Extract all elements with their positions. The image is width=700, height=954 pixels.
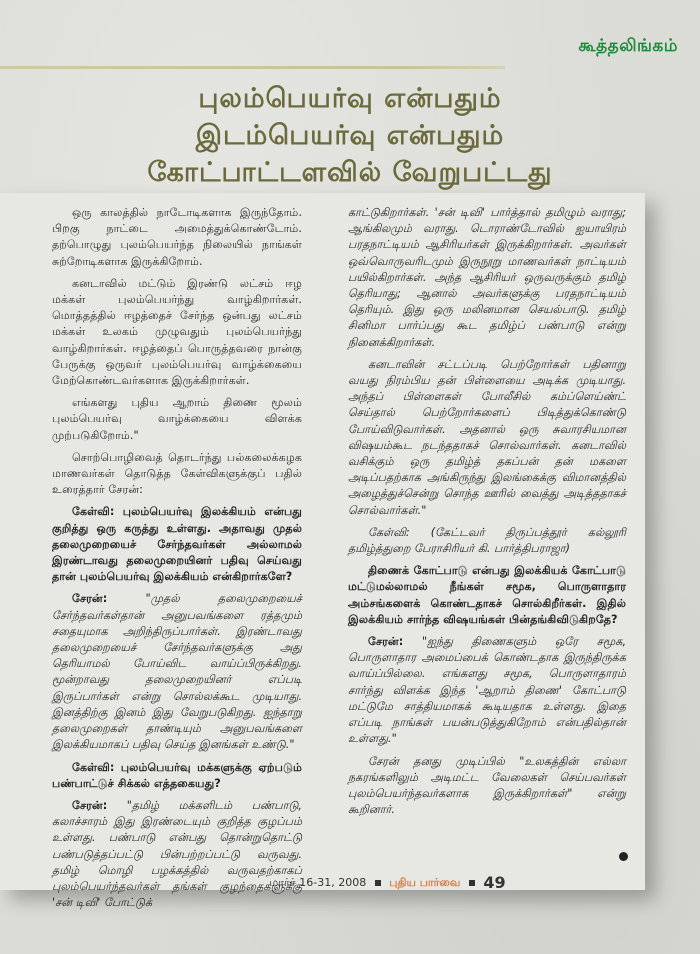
headline [0, 80, 700, 191]
article-column-left [52, 205, 302, 917]
headline-line-3: கோட்பாட்டளவில் வேறுபட்டது [147, 157, 553, 188]
issue-date: மார்ச் 16-31, 2008 [269, 876, 367, 889]
square-bullet-icon [375, 880, 381, 886]
headline-line-2: இடம்பெயர்வு என்பதும் [195, 120, 505, 151]
question: கேள்வி: புலம்பெயர்வு இலக்கியம் என்பது குறித்து ஒரு கருத்து உள்ளது. அதாவது முதல் தலைமுறையைச் சேர்ந்தவர்கள் அல்லாமல் இரண்டாவது தலைமுறையினர் பதிவு செய்வது தான் புலம்பெயர்வு இலக்கியம் என்கிறார்களே? [52, 505, 302, 584]
paragraph: சொற்பொழிவைத் தொடர்ந்து பல்கலைக்கழக மாணவர்கள் தொடுத்த கேள்விகளுக்குப் பதில் உரைத்தார் சேரன்: [52, 450, 302, 497]
article-column-right [348, 205, 626, 824]
answer [348, 634, 626, 747]
author-name: கூத்தலிங்கம் [578, 36, 678, 56]
article-panel [0, 193, 645, 910]
speaker-label: சேரன்: [72, 798, 108, 812]
header-rule [0, 66, 505, 69]
answer [52, 591, 302, 753]
page-number: 49 [483, 873, 506, 892]
answer-text: "முதல் தலைமுறையைச் சேர்ந்தவர்கள்தான் அனுபவங்களை ரத்தமும் சதையுமாக அறிந்திருப்பார்கள். இரண்டாவது தலைமுறையைச் சேர்ந்தவர்களுக்கு அது தெரியாமல் போய்விட வாய்ப்பிருக்கிறது. மூன்றாவது தலைமுறையினர் எப்படி இருப்பார்கள் என்று சொல்லக்கூட முடியாது. இனத்திற்கு இனம் இது வேறுபடுகிறது. ஐந்தாறு தலைமுறைகள் தாண்டியும் அனுபவங்களை இலக்கியமாகப் பதிவு செய்த இனங்கள் உண்டு." [52, 592, 302, 752]
square-bullet-icon [469, 880, 475, 886]
question: கேள்வி: புலம்பெயர்வு மக்களுக்கு ஏற்படும் பண்பாட்டுச் சிக்கல் எத்தகையது? [52, 760, 302, 790]
end-of-article-bullet-icon [619, 852, 628, 861]
speaker-label: சேரன்: [72, 592, 108, 606]
paragraph: கனடாவின் சட்டப்படி பெற்றோர்கள் பதினாறு வயது நிரம்பிய தன் பிள்ளையை அடிக்க முடியாது. அந்தப் பிள்ளைகள் போலீசில் கம்ப்ளெய்ண்ட் செய்தால் பெற்றோர்களைப் பிடித்துக்கொண்டு போய்விடுவார்கள். அதனால் ஒரு சுவாரசியமான விஷயம்கூட நடந்ததாகச் சொல்வார்கள். கனடாவில் வசிக்கும் ஒரு தமிழ்த் தகப்பன் தன் மகளை அடிப்பதற்காக அங்கிருந்து இலங்கைக்கு விமானத்தில் அழைத்துச்சென்று சொந்த ஊரில் வைத்து அடித்ததாகச் சொல்வார்கள்." [348, 357, 626, 517]
answer-text: "தமிழ் மக்களிடம் பண்பாடு, கலாச்சாரம் இது இரண்டையும் குறித்த குழப்பம் உள்ளது. பண்பாடு என்பது தொன்றுதொட்டு பண்படுத்தப்பட்டு பின்பற்றப்பட்டு வருவது. தமிழ் மொழி பழக்கத்தில் வருவதற்காகப் புலம்பெயர்ந்தவர்கள் தங்கள் குழந்தைகளுக்கு 'சன் டிவி' போட்டுக் [52, 798, 302, 910]
paragraph: ஒரு காலத்தில் நாடோடிகளாக இருந்தோம். பிறகு நாட்டை அமைத்துக்கொண்டோம். தற்பொழுது புலம்பெயர்ந்த நிலையில் நாங்கள் சுற்றோடிகளாக இருக்கிறோம். [52, 206, 302, 268]
speaker-label: சேரன்: [368, 635, 404, 649]
paragraph: எங்களது புதிய ஆறாம் திணை மூலம் புலம்பெயர்வு வாழ்க்கையை விளக்க முற்படுகிறோம்." [52, 396, 302, 442]
paragraph: சேரன் தனது முடிப்பில் "உலகத்தின் எல்லா நகரங்களிலும் அடிமட்ட வேலைகள் செய்பவர்கள் புலம்பெயர்ந்தவர்களாக இருக்கிறார்கள்" என்று கூறினார். [348, 754, 626, 817]
answer [52, 798, 302, 911]
publication-name: புதிய பார்வை [389, 876, 461, 889]
answer-text: "ஐந்து திணைகளும் ஒரே சமூக, பொருளாதார அமைப்பைக் கொண்டதாக இருந்திருக்க வாய்ப்பில்லை. எங்களது சமூக, பொருளாதாரம் சார்ந்து விளக்க இந்த 'ஆறாம் திணை' கோட்பாடு மட்டுமே சாத்தியமாகக் கூடியதாக உள்ளது. இதை எப்படி நாங்கள் பயன்படுத்துகிறோம் என்பதில்தான் உள்ளது." [348, 635, 626, 746]
question: கேள்வி: (கேட்டவர் திருப்பத்தூர் கல்லூரி தமிழ்த்துறை பேராசிரியர் கி. பார்த்திபராஜா) [348, 525, 626, 556]
paragraph: காட்டுகிறார்கள். 'சன் டிவி' பார்த்தால் தமிழும் வராது; ஆங்கிலமும் வராது. டொராண்டோவில் ஐயாயிரம் பரதநாட்டியம் ஆசிரியர்கள் இருக்கிறார்கள். அவர்கள் ஒவ்வொருவரிடமும் இருநூறு மாணவர்கள் நாட்டியம் பயில்கிறார்கள். அந்த ஆசிரியர் ஒருவருக்கும் தமிழ் தெரியாது; ஆனால் அவர்களுக்கு பரதநாட்டியம் தெரியும். இது ஒரு மலினமான செயல்பாடு. தமிழ் சினிமா பார்ப்பது கூட தமிழ்ப் பண்பாடு என்று நினைக்கிறார்கள். [348, 206, 626, 349]
question: திணைக் கோட்பாடு என்பது இலக்கியக் கோட்பாடு மட்டுமல்லாமல் நீங்கள் சமூக, பொருளாதார அம்சங்களைக் கொண்டதாகச் சொல்கிறீர்கள். இதில் இலக்கியம் சார்ந்த விஷயங்கள் பின்தங்கிவிடுகிறதே? [348, 564, 626, 626]
paragraph: கனடாவில் மட்டும் இரண்டு லட்சம் ஈழ மக்கள் புலம்பெயர்ந்து வாழ்கிறார்கள். மொத்தத்தில் ஈழத்தைச் சேர்ந்த ஒன்பது லட்சம் மக்கள் உலகம் முழுவதும் புலம்பெயர்ந்து வாழ்கிறார்கள். ஈழத்தைப் பொருத்தவரை நான்கு பேருக்கு ஒருவர் புலம்பெயர்வு வாழ்க்கையை மேற்கொண்டவர்களாக இருக்கிறார்கள். [52, 276, 302, 388]
headline-line-1: புலம்பெயர்வு என்பதும் [198, 83, 502, 114]
page-footer [0, 873, 645, 892]
